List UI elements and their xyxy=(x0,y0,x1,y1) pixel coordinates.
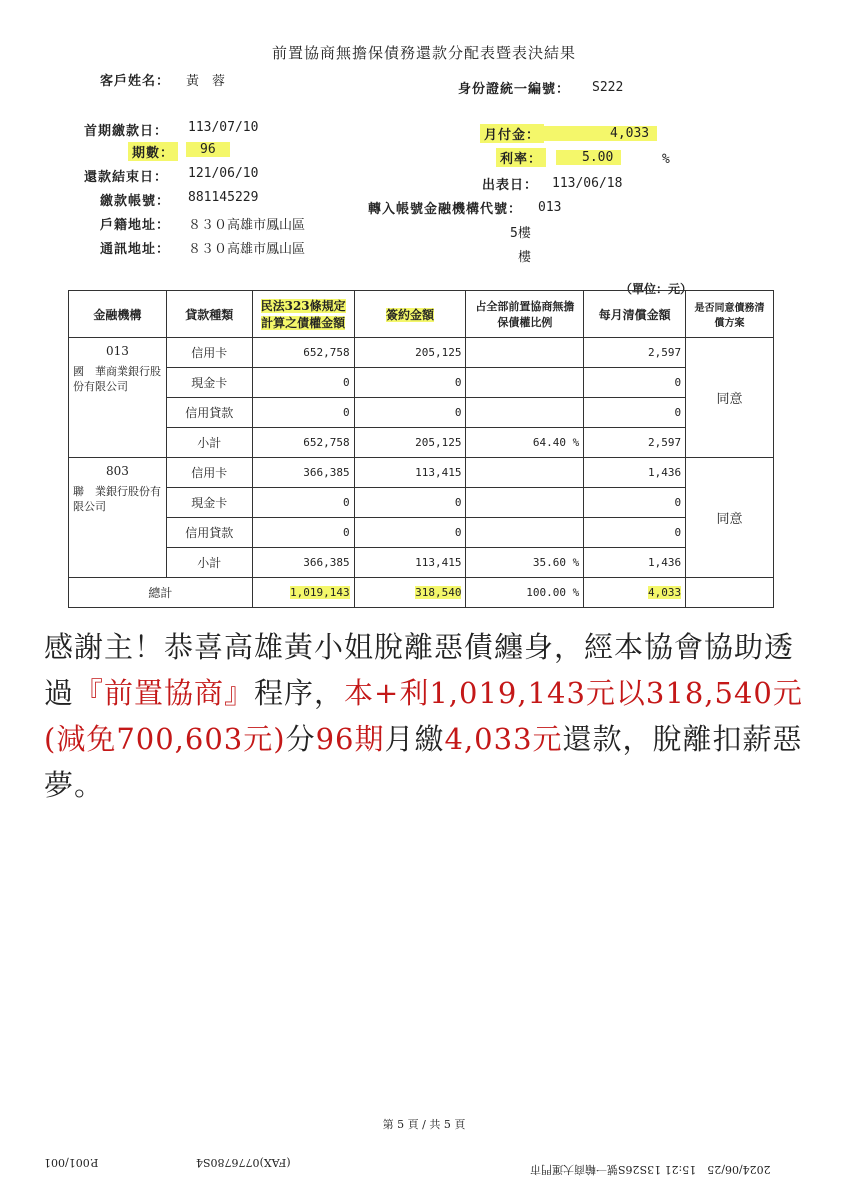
header-institution: 金融機構 xyxy=(69,291,167,338)
rate-unit: % xyxy=(662,152,670,167)
rate-label: 利率： xyxy=(496,148,546,167)
bank-name: 國 華商業銀行股份有限公司 xyxy=(73,365,161,393)
ratio-cell: 35.60 % xyxy=(466,548,584,578)
id-label: 身份證統一編號： xyxy=(458,82,571,97)
claim-cell: 366,385 xyxy=(252,458,354,488)
message-highlight: 『前置協商』 xyxy=(74,676,255,710)
loan-type: 小計 xyxy=(166,428,252,458)
bank-cell xyxy=(69,458,167,578)
signed-cell: 205,125 xyxy=(354,338,466,368)
header-agree: 是否同意債務清償方案 xyxy=(686,291,774,338)
account-value: 881145229 xyxy=(188,190,259,205)
table-row xyxy=(69,458,774,488)
signed-cell: 0 xyxy=(354,518,466,548)
loan-type: 信用貸款 xyxy=(166,518,252,548)
mail-value: ８３０高雄市鳳山區 xyxy=(188,242,306,257)
signed-cell: 113,415 xyxy=(354,548,466,578)
loan-type: 信用卡 xyxy=(166,458,252,488)
page-title: 前置協商無擔保債務還款分配表暨表決結果 xyxy=(271,44,576,62)
bank-name: 聯 業銀行股份有限公司 xyxy=(73,485,161,513)
monthly-value: 4,033 xyxy=(540,126,657,141)
bank-code: 803 xyxy=(105,464,129,478)
bank-code-value: 013 xyxy=(538,200,562,215)
loan-type: 現金卡 xyxy=(166,368,252,398)
loan-type: 信用卡 xyxy=(166,338,252,368)
rate-value: 5.00 xyxy=(556,150,621,165)
bank-code-label: 轉入帳號金融機構代號： xyxy=(368,202,523,217)
claim-cell: 652,758 xyxy=(252,338,354,368)
signed-cell: 0 xyxy=(354,488,466,518)
table-header-row xyxy=(69,291,774,338)
signed-cell: 205,125 xyxy=(354,428,466,458)
claim-cell: 0 xyxy=(252,488,354,518)
ratio-cell xyxy=(466,338,584,368)
header-loan-type: 貸款種類 xyxy=(166,291,252,338)
monthly-label: 月付金： xyxy=(480,124,544,143)
mail-label: 通訊地址： xyxy=(100,242,171,257)
table-row xyxy=(69,338,774,368)
message-part: 還款，脫離扣薪惡夢。 xyxy=(44,722,803,802)
bank-code: 013 xyxy=(105,344,129,358)
allocation-table xyxy=(68,290,774,608)
address-floor-1: 5樓 xyxy=(510,226,531,241)
address-floor-2: 樓 xyxy=(518,250,532,265)
monthly-cell: 0 xyxy=(584,368,686,398)
message-highlight: 4,033元 xyxy=(444,722,563,756)
monthly-cell: 0 xyxy=(584,488,686,518)
page-number: 第 5 頁 / 共 5 頁 xyxy=(382,1118,466,1131)
monthly-cell: 1,436 xyxy=(584,548,686,578)
header-monthly: 每月清償金額 xyxy=(584,291,686,338)
table-row-subtotal xyxy=(69,428,774,458)
message-highlight: 96期 xyxy=(315,722,385,756)
monthly-cell: 1,436 xyxy=(584,458,686,488)
message-part: 月繳 xyxy=(384,722,445,756)
household-value: ８３０高雄市鳳山區 xyxy=(188,218,306,233)
agree-cell: 同意 xyxy=(686,458,774,578)
signed-cell: 0 xyxy=(354,368,466,398)
table-row xyxy=(69,368,774,398)
ratio-cell: 64.40 % xyxy=(466,428,584,458)
total-signed: 318,540 xyxy=(354,578,466,608)
periods-label: 期數： xyxy=(128,142,178,161)
agree-cell: 同意 xyxy=(686,338,774,458)
signed-cell: 0 xyxy=(354,398,466,428)
table-row xyxy=(69,518,774,548)
total-claim: 1,019,143 xyxy=(252,578,354,608)
loan-type: 信用貸款 xyxy=(166,398,252,428)
client-value: 黃 蓉 xyxy=(186,74,226,89)
fax-number: (FAX)0776780S4 xyxy=(196,1156,291,1169)
header-ratio: 占全部前置協商無擔保債權比例 xyxy=(466,291,584,338)
first-pay-label: 首期繳款日： xyxy=(84,124,169,139)
fax-page-count: P.001/001 xyxy=(44,1156,99,1169)
ratio-cell xyxy=(466,518,584,548)
account-label: 繳款帳號： xyxy=(100,194,171,209)
monthly-cell: 2,597 xyxy=(584,338,686,368)
header-signed-amount: 簽約金額 xyxy=(354,291,466,338)
message-part: 分 xyxy=(285,722,316,756)
message-highlight: 本+利1,019,143元以318,540元(減免700,603元) xyxy=(44,676,803,756)
monthly-cell: 0 xyxy=(584,398,686,428)
ratio-cell xyxy=(466,368,584,398)
message-part: 程序， xyxy=(254,676,345,710)
end-value: 121/06/10 xyxy=(188,166,259,181)
end-label: 還款結束日： xyxy=(84,170,169,185)
claim-cell: 0 xyxy=(252,368,354,398)
unit-label: （單位：元） xyxy=(620,282,693,296)
table-row-subtotal xyxy=(69,548,774,578)
total-monthly: 4,033 xyxy=(584,578,686,608)
first-pay-value: 113/07/10 xyxy=(188,120,259,135)
loan-type: 現金卡 xyxy=(166,488,252,518)
fax-timestamp: 2024/06/25 15:21 13S26S號一輸商大運門市 xyxy=(530,1163,771,1176)
claim-cell: 0 xyxy=(252,518,354,548)
claim-cell: 652,758 xyxy=(252,428,354,458)
total-agree xyxy=(686,578,774,608)
periods-value: 96 xyxy=(186,142,230,157)
client-label: 客戶姓名： xyxy=(100,74,171,89)
monthly-cell: 2,597 xyxy=(584,428,686,458)
congratulation-message xyxy=(44,624,804,808)
bank-cell xyxy=(69,338,167,458)
table-row xyxy=(69,398,774,428)
household-label: 戶籍地址： xyxy=(100,218,171,233)
total-ratio: 100.00 % xyxy=(466,578,584,608)
message-part: 感謝主！恭喜高雄黃小姐脫離惡債纏身，經本協會協助透過 xyxy=(44,630,795,710)
claim-cell: 366,385 xyxy=(252,548,354,578)
table-row-total xyxy=(69,578,774,608)
table-row xyxy=(69,488,774,518)
issue-label: 出表日： xyxy=(482,178,539,193)
ratio-cell xyxy=(466,458,584,488)
header-claim-amount: 民法323條規定計算之債權金額 xyxy=(252,291,354,338)
claim-cell: 0 xyxy=(252,398,354,428)
issue-value: 113/06/18 xyxy=(552,176,623,191)
ratio-cell xyxy=(466,488,584,518)
total-label: 總計 xyxy=(69,578,253,608)
loan-type: 小計 xyxy=(166,548,252,578)
signed-cell: 113,415 xyxy=(354,458,466,488)
ratio-cell xyxy=(466,398,584,428)
monthly-cell: 0 xyxy=(584,518,686,548)
id-value: S222 xyxy=(592,80,624,95)
